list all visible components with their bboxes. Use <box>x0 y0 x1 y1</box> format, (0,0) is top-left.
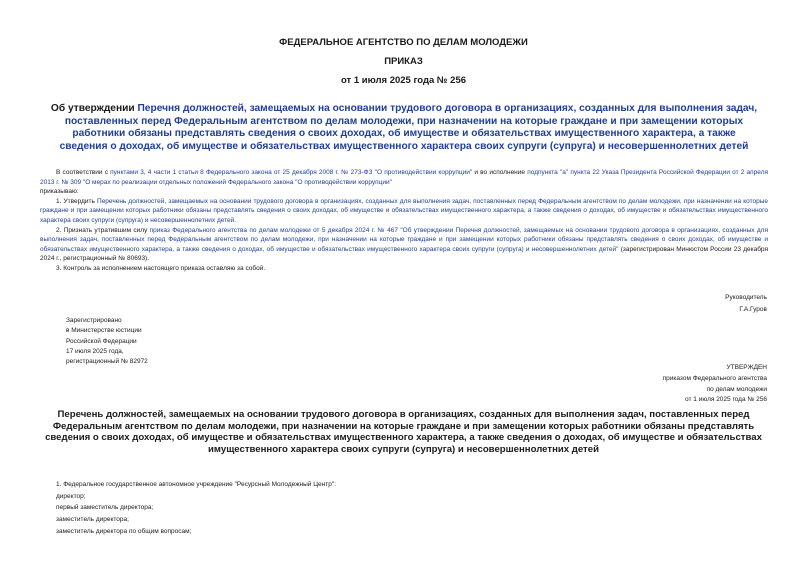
law-273-fz-link[interactable]: пунктами 3, 4 части 1 статьи 8 Федерального закона от 25 декабря 2008 г. № 273-ФЗ "О противодействии коррупции" <box>110 169 473 176</box>
registration-line: Российской Федерации <box>66 337 137 345</box>
registration-line: в Министерстве юстиции <box>66 327 142 335</box>
list-item: заместитель директора; <box>56 516 129 524</box>
approval-line: приказом Федерального агентства <box>662 374 767 382</box>
approval-line: УТВЕРЖДЕН <box>726 364 767 371</box>
organization-item: 1. Федеральное государственное автономное учреждение "Ресурсный Молодежный Центр": <box>56 481 336 488</box>
signer-name: Г.А.Гуров <box>739 306 767 313</box>
approval-line: от 1 июля 2025 года № 256 <box>685 396 767 404</box>
signature-block <box>725 292 767 316</box>
list-item: первый заместитель директора; <box>56 504 154 512</box>
registration-number: регистрационный № 82972 <box>66 358 148 366</box>
title-prefix: Об утверждении <box>50 103 138 114</box>
clause-2-registration: (зарегистрирован Минюстом России 23 декабря 2024 г., регистрационный № 80693). <box>40 245 768 263</box>
agency-name: ФЕДЕРАЛЬНОЕ АГЕНТСТВО ПО ДЕЛАМ МОЛОДЕЖИ <box>279 37 528 48</box>
registration-line: Зарегистрировано <box>66 317 122 324</box>
document-body <box>40 168 768 274</box>
title-list-link[interactable]: Перечня должностей, замещаемых на основании трудового договора в организациях, созданных для выполнения задач, поставленных перед Федеральным агентством по делам молодежи, при назначении на которые граждане и при замещении которых работники обязаны представлять сведения о своих доходах, об имуществе и обязательствах имущественного характера, а также сведения о доходах, об имуществе и обязательствах имущественного характера своих супруги (супруга) и несовершеннолетних детей <box>59 103 758 152</box>
clause-2 <box>40 226 768 264</box>
approval-line: по делам молодежи <box>706 385 767 393</box>
document-type: ПРИКАЗ <box>384 56 423 67</box>
list-item: заместитель директора по общим вопросам; <box>56 527 192 535</box>
preamble <box>40 168 768 187</box>
clause-2-text: 2. Признать утратившим силу <box>56 226 150 234</box>
preamble-text-1: В соответствии с <box>56 169 111 176</box>
clause-3: 3. Контроль за исполнением настоящего приказа оставляю за собой. <box>56 264 266 272</box>
decree-309-link[interactable]: подпункта "а" пункта 22 Указа Президента Российской Федерации от 2 апреля 2013 г. № 309 "О мерах по реализации отдельных положений Федерального закона "О противодействии коррупции" <box>40 169 769 186</box>
list-title: Перечень должностей, замещаемых на основании трудового договора в организациях, созданных для выполнения задач, поставленных перед Федеральным агентством по делам молодежи, при назначении на которые граждане и при замещении которых работники обязаны представлять сведения о своих доходах, об имуществе и обязательствах имущественного характера, а также сведения о доходах, об имуществе и обязательствах имущественного характера своих супруги (супруга) и несовершеннолетних детей <box>45 409 762 456</box>
clause-1-end: . <box>234 216 237 224</box>
approval-stamp <box>663 363 767 406</box>
positions-list <box>56 479 336 538</box>
order-467-link[interactable]: приказ Федерального агентства по делам молодежи от 5 декабря 2024 г. № 467 "Об утверждении Перечня должностей, замещаемых на основании трудового договора в организациях, созданных для выполнения задач, поставленных перед Федеральным агентством по делам молодежи, при назначении на которые граждане и при замещении которых работники обязаны представлять сведения о своих доходах, об имуществе и обязательствах имущественного характера, а также сведения о доходах, об имуществе и обязательствах имущественного характера своих супруги (супруга) и несовершеннолетних детей" <box>40 226 768 253</box>
registration-block <box>66 316 148 367</box>
preamble-text-2: и во исполнение <box>472 169 528 176</box>
list-approval-link[interactable]: Перечень должностей, замещаемых на основании трудового договора в организациях, созданных для выполнения задач, поставленных перед Федеральным агентством по делам молодежи, при назначении на которые граждане и при замещении которых работники обязаны представлять сведения о своих доходах, об имуществе и обязательствах имущественного характера, а также сведения о доходах, об имуществе и обязательствах имущественного характера своих супруги (супруга) и несовершеннолетних детей <box>40 197 768 224</box>
document-date-number: от 1 июля 2025 года № 256 <box>340 75 467 86</box>
document-title <box>48 103 760 153</box>
list-item: директор; <box>56 492 86 500</box>
clause-1-text: 1. Утвердить <box>56 197 98 205</box>
clause-1 <box>40 197 768 226</box>
registration-date: 17 июля 2025 года, <box>66 347 124 355</box>
order-word: приказываю: <box>40 188 79 196</box>
signer-position: Руководитель <box>725 294 767 301</box>
